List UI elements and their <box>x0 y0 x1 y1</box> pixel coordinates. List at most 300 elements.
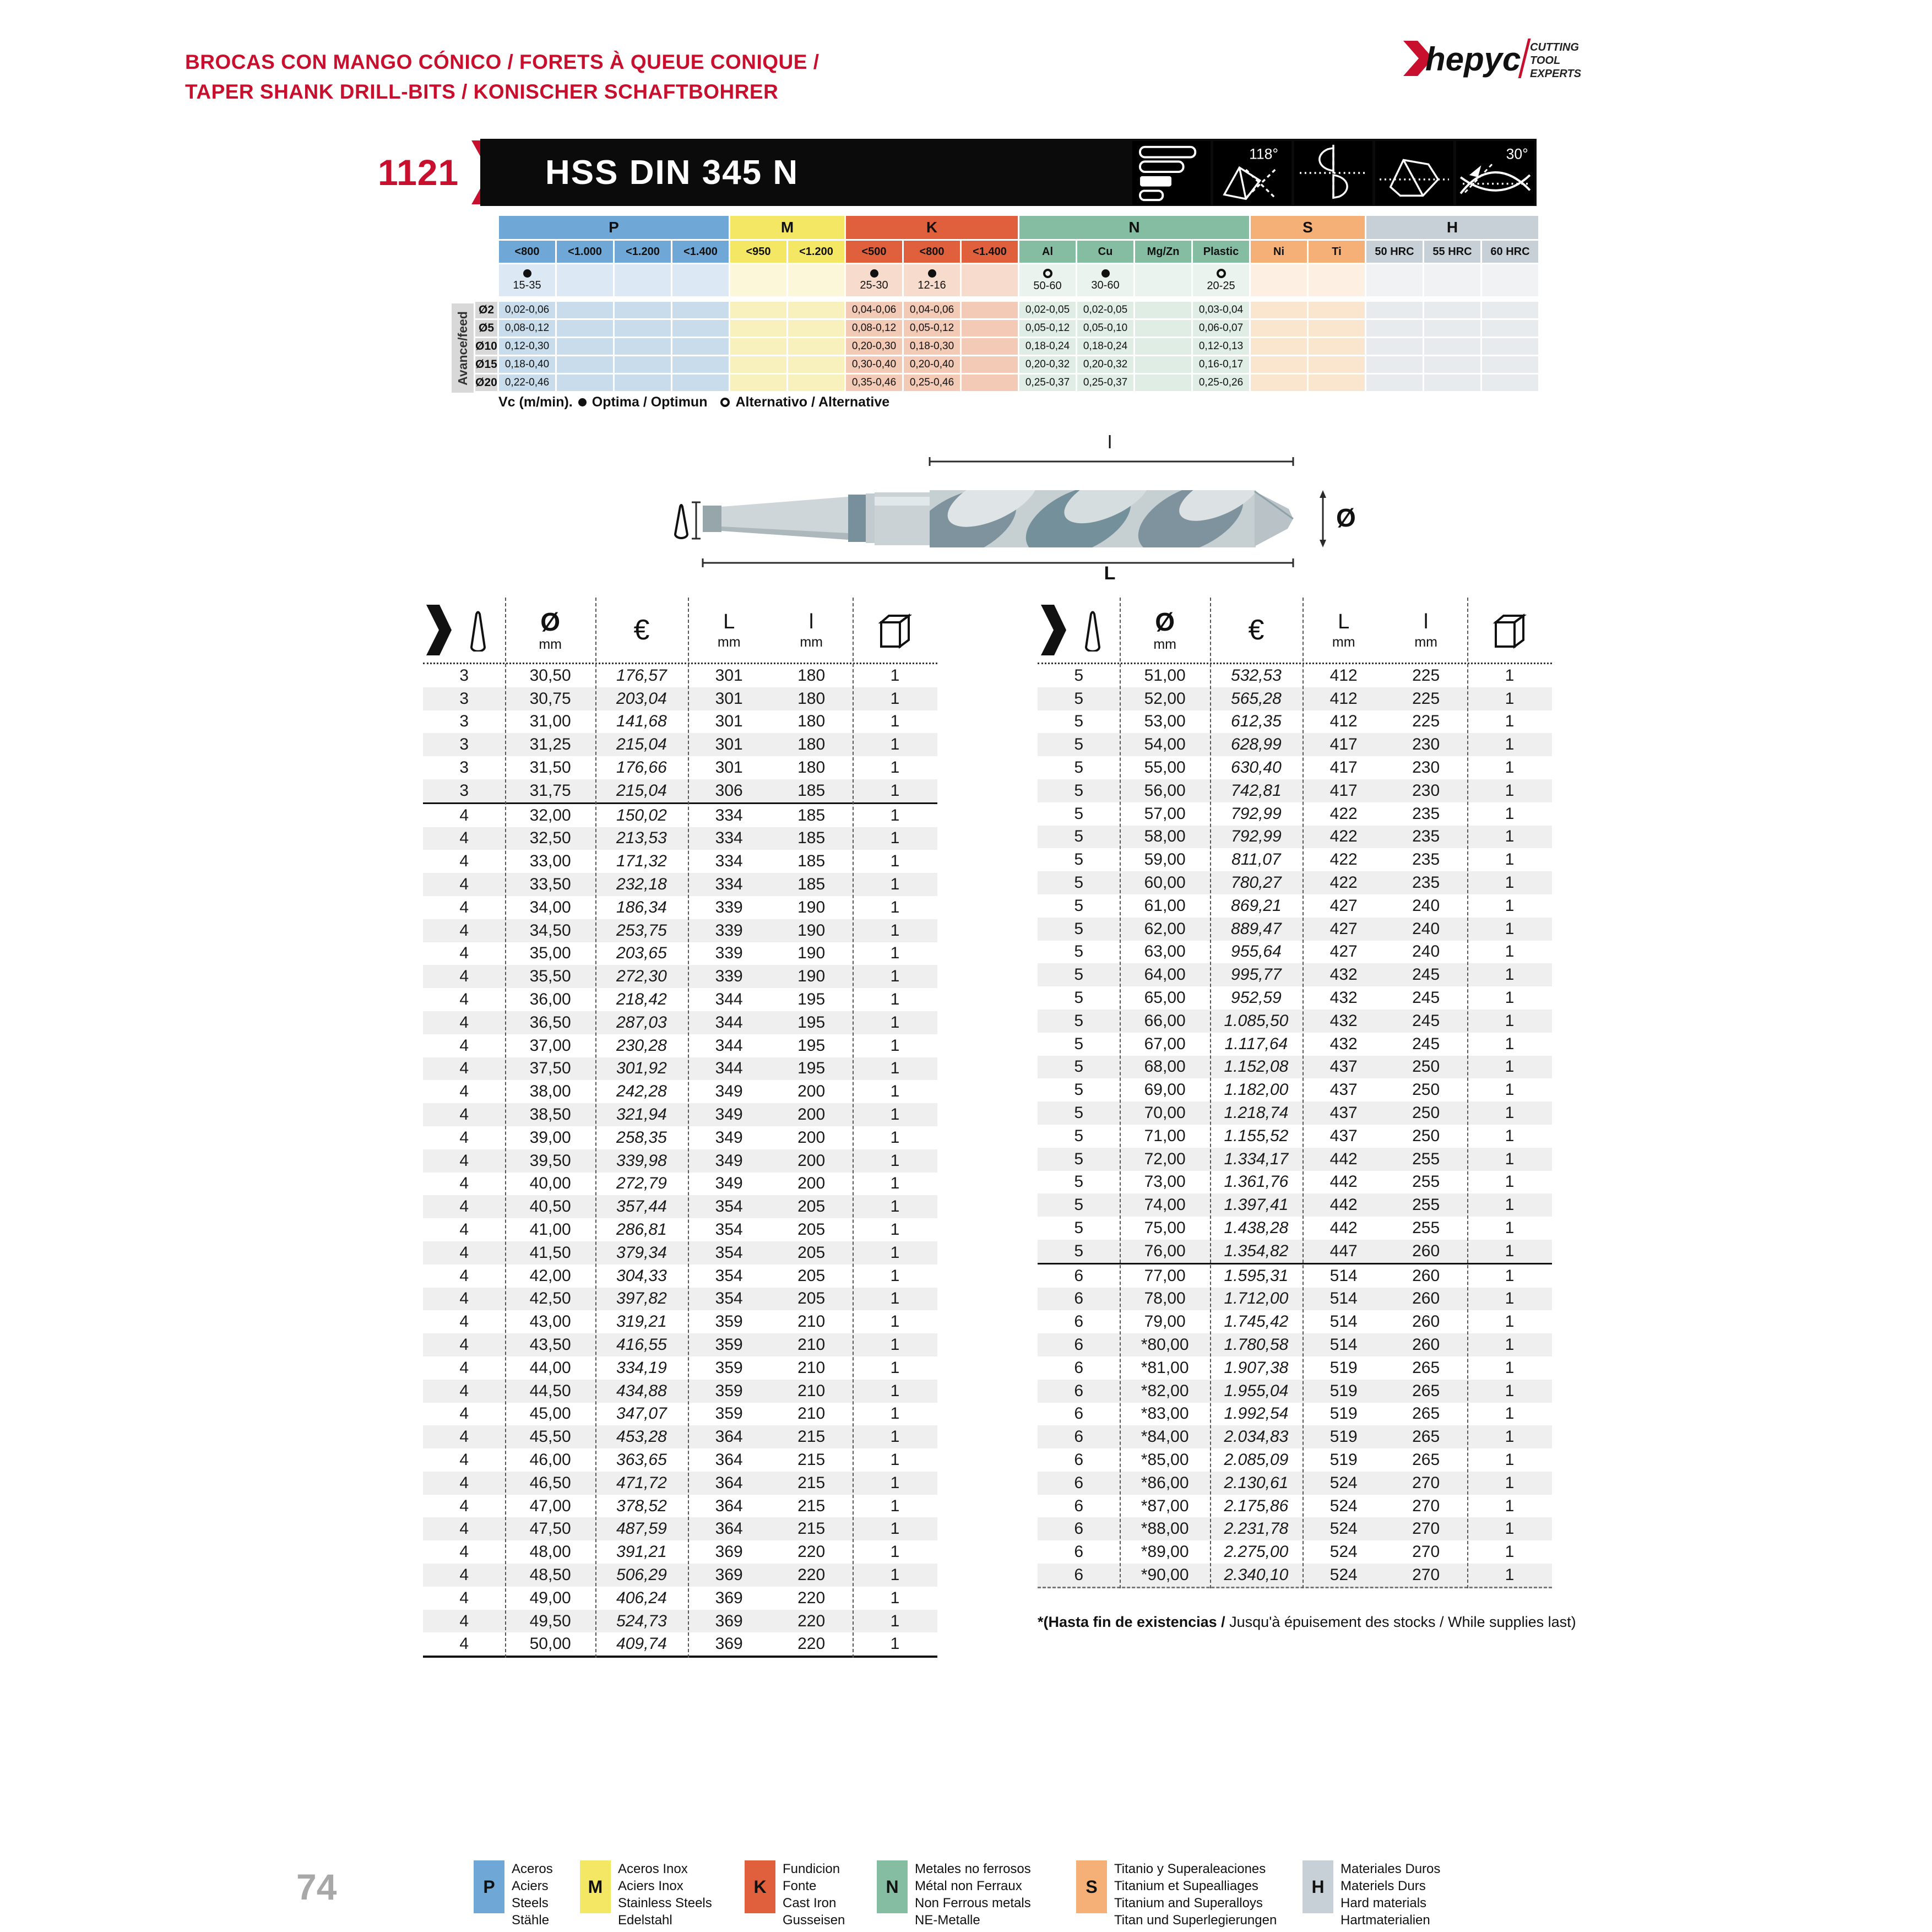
taper-number-cell: 6 <box>1074 1404 1084 1423</box>
material-letter-badge: S <box>1076 1860 1107 1913</box>
feed-value-cell <box>1251 320 1307 337</box>
flute-length-cell: 225 <box>1412 712 1440 731</box>
price-cell: 2.340,10 <box>1224 1565 1289 1584</box>
diameter-header: Ø mm <box>539 607 562 652</box>
table-row <box>423 1149 937 1173</box>
feed-value-cell <box>1309 320 1365 337</box>
price-cell: 630,40 <box>1231 758 1282 777</box>
qty-cell: 1 <box>890 1312 900 1331</box>
flute-length-cell: 180 <box>797 689 826 708</box>
vc-speed-cell <box>1366 264 1423 296</box>
total-length-cell: 369 <box>715 1543 743 1561</box>
price-cell: 955,64 <box>1231 942 1282 961</box>
flute-length-cell: 225 <box>1412 666 1440 685</box>
table-row <box>423 756 937 779</box>
feed-value-cell <box>962 338 1018 355</box>
flute-length-cell: 215 <box>797 1473 826 1492</box>
total-length-cell: 524 <box>1329 1565 1358 1584</box>
table-row <box>423 896 937 919</box>
cutting-row <box>452 264 1538 296</box>
total-length-cell: 369 <box>715 1588 743 1607</box>
flute-length-cell: 200 <box>797 1105 826 1124</box>
flute-length-cell: 265 <box>1412 1381 1440 1400</box>
qty-cell: 1 <box>1505 1312 1515 1331</box>
price-cell: 471,72 <box>616 1473 667 1492</box>
price-cell: 532,53 <box>1231 666 1282 685</box>
feed-value-cell <box>615 302 671 318</box>
diameter-cell: *80,00 <box>1141 1336 1189 1354</box>
vc-speed-cell <box>1424 264 1480 296</box>
diameter-cell: 65,00 <box>1144 989 1186 1007</box>
table-row <box>1038 963 1552 986</box>
qty-cell: 1 <box>1505 1241 1515 1260</box>
table-row <box>1038 1217 1552 1240</box>
diameter-cell: 36,00 <box>529 990 571 1009</box>
taper-number-cell: 4 <box>459 898 469 916</box>
flute-length-cell: 250 <box>1412 1081 1440 1099</box>
table-header-icons <box>1038 605 1120 655</box>
taper-number-cell: 6 <box>1074 1428 1084 1446</box>
qty-cell: 1 <box>890 1036 900 1055</box>
price-cell: 1.745,42 <box>1224 1312 1289 1331</box>
taper-number-cell: 5 <box>1074 873 1084 892</box>
total-length-cell: 349 <box>715 1105 743 1124</box>
diameter-cell: 60,00 <box>1144 873 1186 892</box>
product-title-bar <box>480 139 1537 206</box>
price-cell: 272,79 <box>616 1174 667 1193</box>
flute-length-cell: 215 <box>797 1496 826 1515</box>
taper-number-cell: 5 <box>1074 1057 1084 1076</box>
flute-length-cell: 245 <box>1412 989 1440 1007</box>
table-row <box>423 1517 937 1540</box>
feed-value-cell: 0,12-0,13 <box>1193 338 1249 355</box>
total-length-cell: 344 <box>715 990 743 1009</box>
taper-number-cell: 4 <box>459 1358 469 1377</box>
vc-legend <box>498 394 889 410</box>
diameter-cell: *89,00 <box>1141 1543 1189 1561</box>
diameter-cell: 39,00 <box>529 1128 571 1147</box>
taper-number-cell: 5 <box>1074 1173 1084 1191</box>
table-row <box>1038 1125 1552 1148</box>
flute-length-cell: 255 <box>1412 1173 1440 1191</box>
material-legend-item <box>1303 1860 1440 1929</box>
taper-number-cell: 6 <box>1074 1450 1084 1469</box>
table-row <box>423 1632 937 1658</box>
qty-cell: 1 <box>1505 1473 1515 1492</box>
vc-speed-cell <box>615 264 671 296</box>
total-length-cell: 524 <box>1329 1473 1358 1492</box>
material-subcolumn-header: <1.200 <box>788 241 844 263</box>
diameter-cell: 31,75 <box>529 781 571 800</box>
qty-cell: 1 <box>890 1543 900 1561</box>
flute-length-cell: 265 <box>1412 1428 1440 1446</box>
table-row <box>1038 1171 1552 1194</box>
taper-number-cell: 5 <box>1074 1196 1084 1214</box>
total-length-cell: 437 <box>1329 1104 1358 1122</box>
price-cell: 215,04 <box>616 781 667 800</box>
diameter-cell: 51,00 <box>1144 666 1186 685</box>
vc-speed-value: 25-30 <box>860 279 888 291</box>
table-row <box>423 1080 937 1103</box>
feed-value-cell: 0,08-0,12 <box>499 320 555 337</box>
optima-dot-icon <box>928 269 936 278</box>
cutting-row <box>452 241 1538 263</box>
diameter-cell: 35,00 <box>529 944 571 963</box>
table-header <box>1038 598 1552 664</box>
total-length-cell: 442 <box>1329 1173 1358 1191</box>
material-name-line: Stainless Steels <box>618 1896 712 1911</box>
total-length-cell: 412 <box>1329 666 1358 685</box>
total-length-cell: 349 <box>715 1128 743 1147</box>
material-name-line: Non Ferrous metals <box>915 1896 1031 1911</box>
taper-number-cell: 6 <box>1074 1473 1084 1492</box>
price-cell: 995,77 <box>1231 965 1282 984</box>
material-subcolumn-header: 55 HRC <box>1424 241 1480 263</box>
price-cell: 1.155,52 <box>1224 1126 1289 1145</box>
qty-cell: 1 <box>1505 804 1515 823</box>
diameter-cell: 68,00 <box>1144 1057 1186 1076</box>
total-length-cell: 334 <box>715 875 743 894</box>
feed-value-cell <box>1366 338 1423 355</box>
diameter-cell: 32,50 <box>529 829 571 848</box>
total-length-cell: 432 <box>1329 1011 1358 1030</box>
price-cell: 203,04 <box>616 689 667 708</box>
material-subcolumn-header: Cu <box>1077 241 1133 263</box>
price-cell: 811,07 <box>1231 850 1281 869</box>
total-length-cell: 427 <box>1329 942 1358 961</box>
diameter-cell: 58,00 <box>1144 827 1186 846</box>
flute-length-cell: 200 <box>797 1174 826 1193</box>
table-row <box>1038 1495 1552 1518</box>
total-length-cell: 339 <box>715 921 743 940</box>
flute-length-cell: 185 <box>797 781 826 800</box>
total-length-cell: 417 <box>1329 758 1358 777</box>
qty-cell: 1 <box>1505 1149 1515 1168</box>
qty-cell: 1 <box>890 781 900 800</box>
column-separator <box>1467 598 1468 1588</box>
qty-cell: 1 <box>890 921 900 940</box>
diameter-cell: 46,50 <box>529 1473 571 1492</box>
box-icon <box>1493 610 1527 650</box>
diameter-cell: 70,00 <box>1144 1104 1186 1122</box>
qty-cell: 1 <box>1505 1173 1515 1191</box>
qty-cell: 1 <box>890 1128 900 1147</box>
table-row <box>423 1333 937 1356</box>
total-length-cell: 442 <box>1329 1219 1358 1238</box>
qty-cell: 1 <box>1505 1289 1515 1308</box>
price-cell: 1.595,31 <box>1224 1266 1289 1285</box>
taper-number-cell: 5 <box>1074 989 1084 1007</box>
feed-value-cell <box>1309 338 1365 355</box>
diameter-cell: 38,50 <box>529 1105 571 1124</box>
helix-30-icon <box>1456 141 1534 205</box>
price-cell: 357,44 <box>616 1197 667 1216</box>
total-length-cell: 344 <box>715 1036 743 1055</box>
qty-cell: 1 <box>1505 1496 1515 1515</box>
total-length-cell: 412 <box>1329 689 1358 708</box>
total-length-cell: 417 <box>1329 735 1358 754</box>
price-cell: 203,65 <box>616 944 667 963</box>
price-cell: 242,28 <box>616 1082 667 1101</box>
total-length-cell: 301 <box>715 666 743 685</box>
product-name: HSS DIN 345 N <box>545 153 799 192</box>
taper-number-cell: 4 <box>459 1243 469 1262</box>
diameter-cell: 45,00 <box>529 1404 571 1423</box>
feed-value-cell <box>1135 302 1191 318</box>
price-cell: 230,28 <box>616 1036 667 1055</box>
table-row <box>1038 710 1552 734</box>
cutting-row <box>452 338 1538 355</box>
material-names <box>915 1860 1031 1929</box>
feed-value-cell <box>1251 338 1307 355</box>
taper-number-cell: 4 <box>459 1059 469 1078</box>
flute-length-cell: 250 <box>1412 1104 1440 1122</box>
table-row <box>423 1380 937 1403</box>
qty-cell: 1 <box>890 967 900 986</box>
taper-number-cell: 6 <box>1074 1543 1084 1561</box>
column-separator <box>1303 598 1304 1588</box>
feed-value-cell <box>1135 320 1191 337</box>
table-gap <box>452 298 1538 302</box>
taper-number-cell: 5 <box>1074 827 1084 846</box>
qty-cell: 1 <box>1505 1428 1515 1446</box>
vc-speed-cell <box>499 264 555 296</box>
price-cell: 334,19 <box>616 1358 667 1377</box>
table-row <box>1038 986 1552 1010</box>
qty-cell: 1 <box>1505 1011 1515 1030</box>
total-length-cell: 437 <box>1329 1081 1358 1099</box>
feed-value-cell: 0,18-0,40 <box>499 356 555 373</box>
price-cell: 339,98 <box>616 1151 667 1170</box>
taper-number-cell: 3 <box>459 735 469 754</box>
flute-length-cell: 270 <box>1412 1473 1440 1492</box>
table-row <box>1038 918 1552 941</box>
qty-cell: 1 <box>890 1266 900 1285</box>
feed-value-cell: 0,20-0,40 <box>904 356 960 373</box>
material-names <box>783 1860 845 1929</box>
vc-speed-value: 30-60 <box>1091 279 1120 291</box>
total-length-cell: 437 <box>1329 1057 1358 1076</box>
feed-value-cell <box>730 356 786 373</box>
total-length-cell: 432 <box>1329 989 1358 1007</box>
total-length-cell: 524 <box>1329 1496 1358 1515</box>
flute-length-cell: 235 <box>1412 804 1440 823</box>
table-body <box>1038 664 1552 1588</box>
chevron-icon <box>1041 605 1066 655</box>
taper-number-cell: 6 <box>1074 1565 1084 1584</box>
feed-value-cell <box>672 338 729 355</box>
price-header: € <box>1248 614 1265 646</box>
table-row <box>1038 1240 1552 1263</box>
taper-cone-icon <box>1081 609 1105 652</box>
price-cell: 1.354,82 <box>1224 1241 1289 1260</box>
material-name-line: Aceros <box>512 1862 553 1876</box>
diameter-cell: *83,00 <box>1141 1404 1189 1423</box>
feed-value-cell <box>1482 320 1538 337</box>
diameter-cell: *81,00 <box>1141 1358 1189 1377</box>
diameter-cell: *88,00 <box>1141 1519 1189 1538</box>
total-length-cell: 369 <box>715 1565 743 1584</box>
vc-speed-cell <box>672 264 729 296</box>
column-separator <box>1210 598 1211 1588</box>
diameter-cell: 71,00 <box>1144 1126 1186 1145</box>
diameter-cell: 34,00 <box>529 898 571 916</box>
vc-speed-cell <box>904 264 960 296</box>
taper-number-cell: 5 <box>1074 735 1084 754</box>
qty-cell: 1 <box>890 1336 900 1354</box>
drill-dimension-diagram <box>666 435 1360 581</box>
flute-length-cell: 235 <box>1412 873 1440 892</box>
feed-value-cell: 0,18-0,30 <box>904 338 960 355</box>
taper-number-cell: 4 <box>459 1174 469 1193</box>
taper-cone-icon <box>675 505 687 538</box>
flute-length-cell: 260 <box>1412 1289 1440 1308</box>
feed-value-cell <box>1251 356 1307 373</box>
feed-value-cell <box>1424 302 1480 318</box>
qty-cell: 1 <box>890 1358 900 1377</box>
qty-cell: 1 <box>890 990 900 1009</box>
qty-cell: 1 <box>890 735 900 754</box>
table-row <box>1038 1078 1552 1101</box>
column-separator <box>1120 598 1121 1588</box>
taper-number-cell: 5 <box>1074 1149 1084 1168</box>
price-cell: 1.117,64 <box>1224 1034 1288 1053</box>
qty-cell: 1 <box>890 1565 900 1584</box>
taper-number-cell: 4 <box>459 990 469 1009</box>
feed-value-cell <box>788 375 844 391</box>
flute-length-cell: 245 <box>1412 1011 1440 1030</box>
qty-cell: 1 <box>890 1289 900 1308</box>
taper-number-cell: 5 <box>1074 965 1084 984</box>
qty-cell: 1 <box>1505 942 1515 961</box>
diameter-cell: 64,00 <box>1144 965 1186 984</box>
price-cell: 409,74 <box>616 1635 667 1653</box>
qty-cell: 1 <box>1505 1126 1515 1145</box>
diameter-cell: 42,00 <box>529 1266 571 1285</box>
material-letter-badge: P <box>474 1860 504 1913</box>
diameter-cell: 31,50 <box>529 758 571 777</box>
table-row <box>423 1034 937 1057</box>
flute-length-cell: 245 <box>1412 1034 1440 1053</box>
table-row <box>423 1425 937 1448</box>
chevron-icon <box>426 605 452 655</box>
material-names <box>1114 1860 1277 1929</box>
flute-length-cell: 195 <box>797 1059 826 1078</box>
feed-value-cell <box>1482 338 1538 355</box>
flute-length-cell: 190 <box>797 967 826 986</box>
total-length-cell: 349 <box>715 1082 743 1101</box>
table-row <box>423 1495 937 1518</box>
table-row <box>423 827 937 850</box>
price-cell: 272,30 <box>616 967 667 986</box>
diameter-cell: 47,50 <box>529 1519 571 1538</box>
diameter-cell: 35,50 <box>529 967 571 986</box>
diameter-cell: 78,00 <box>1144 1289 1186 1308</box>
feed-value-cell <box>1135 375 1191 391</box>
table-row <box>423 1587 937 1610</box>
feed-value-cell <box>1482 356 1538 373</box>
qty-cell: 1 <box>1505 1565 1515 1584</box>
price-cell: 1.438,28 <box>1224 1219 1289 1238</box>
material-name-line: Cast Iron <box>783 1896 837 1911</box>
total-length-cell: 359 <box>715 1358 743 1377</box>
flute-length-cell: 250 <box>1412 1057 1440 1076</box>
price-cell: 628,99 <box>1231 735 1282 754</box>
flute-length-cell: 185 <box>797 829 826 848</box>
table-row <box>423 942 937 965</box>
feed-value-cell <box>1424 375 1480 391</box>
column-separator <box>688 598 689 1658</box>
table-row <box>1038 1448 1552 1472</box>
split-point-icon <box>1294 141 1372 205</box>
price-cell: 1.152,08 <box>1224 1057 1289 1076</box>
diameter-cell: 48,50 <box>529 1565 571 1584</box>
price-cell: 319,21 <box>616 1312 667 1331</box>
price-cell: 171,32 <box>616 852 667 871</box>
vc-speed-cell <box>788 264 844 296</box>
total-length-cell: 359 <box>715 1404 743 1423</box>
taper-number-cell: 4 <box>459 1635 469 1653</box>
material-group-header: N <box>1019 216 1249 239</box>
material-name-line: Titanium and Superalloys <box>1114 1896 1263 1911</box>
feed-value-cell <box>557 338 613 355</box>
price-cell: 1.085,50 <box>1224 1011 1289 1030</box>
taper-number-cell: 6 <box>1074 1519 1084 1538</box>
feed-value-cell <box>788 320 844 337</box>
taper-number-cell: 4 <box>459 1611 469 1630</box>
material-name-line: Materiales Duros <box>1341 1862 1441 1876</box>
taper-number-cell: 4 <box>459 1496 469 1515</box>
total-length-cell: 427 <box>1329 919 1358 938</box>
diameter-row-label: Ø20 <box>475 375 497 391</box>
table-row <box>1038 733 1552 756</box>
flute-length-cell: 220 <box>797 1543 826 1561</box>
total-length-cell: 519 <box>1329 1450 1358 1469</box>
vc-speed-cell <box>1077 264 1133 296</box>
total-length-cell: 339 <box>715 944 743 963</box>
vc-legend-prefix: Vc (m/min). <box>498 394 573 410</box>
total-length-cell: 301 <box>715 712 743 731</box>
material-name-line: Materiels Durs <box>1341 1879 1426 1893</box>
diameter-cell: *87,00 <box>1141 1496 1189 1515</box>
feed-value-cell <box>1366 320 1423 337</box>
total-length-cell: 354 <box>715 1197 743 1216</box>
diameter-cell: 53,00 <box>1144 712 1186 731</box>
taper-number-cell: 5 <box>1074 1104 1084 1122</box>
qty-cell: 1 <box>1505 1196 1515 1214</box>
price-cell: 304,33 <box>616 1266 667 1285</box>
drill-tip-icon <box>1375 141 1453 205</box>
flute-length-cell: 195 <box>797 1036 826 1055</box>
total-length-label: L <box>1104 563 1116 581</box>
feed-value-cell <box>788 302 844 318</box>
taper-number-cell: 4 <box>459 944 469 963</box>
feed-value-cell <box>1309 302 1365 318</box>
price-table-right <box>1038 598 1552 1588</box>
taper-number-cell: 5 <box>1074 689 1084 708</box>
flute-length-cell: 270 <box>1412 1565 1440 1584</box>
taper-number-cell: 5 <box>1074 1011 1084 1030</box>
diameter-cell: 42,50 <box>529 1289 571 1308</box>
cutting-data-rows <box>452 216 1538 391</box>
price-cell: 378,52 <box>616 1496 667 1515</box>
diameter-header: Ø mm <box>1153 607 1176 652</box>
feed-value-cell <box>1482 302 1538 318</box>
qty-cell: 1 <box>1505 1519 1515 1538</box>
flute-length-cell: 265 <box>1412 1450 1440 1469</box>
material-names <box>1341 1860 1440 1929</box>
diameter-cell: 77,00 <box>1144 1266 1186 1285</box>
